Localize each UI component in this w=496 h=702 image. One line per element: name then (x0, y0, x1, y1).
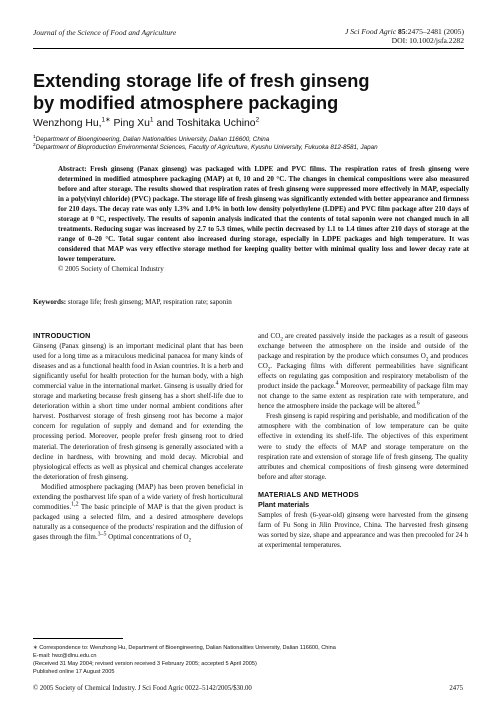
header-rule (33, 48, 464, 49)
keywords: Keywords: storage life; fresh ginseng; MAP, respiration rate; saponin (33, 298, 232, 306)
intro-paragraph-3: Fresh ginseng is rapid respiring and perishable, and modification of the atmosphere with the combination of low temperature can be quite effective in extending its shelf-life. The objectives of this experiment were to study the effects of MAP and storage temperature on the respiration rate and extension of storage life of fresh ginseng. The quality attributes and chemical compositions of fresh ginseng were determined before and after storage. (258, 412, 468, 481)
abstract-copyright: © 2005 Society of Chemical Industry (58, 265, 164, 274)
methods-paragraph-1: Samples of fresh (6-year-old) ginseng were harvested from the ginseng farm of Fu Song in Jilin Province, China. The harvested fresh ginseng was sorted by size, shape and appearance and was then precooled for 24 h at experimental temperatures. (258, 510, 468, 549)
right-column (258, 331, 468, 550)
affiliation-2: $^2$Department of Bioproduction Environmental Sciences, Faculty of Agriculture, Kyushu University, Fukuoka 812-8581, Japan (33, 142, 378, 151)
author-list: Wenzhong Hu,$^{1∗}$ Ping Xu$^1$ and Toshitaka Uchino$^2$ (33, 116, 260, 129)
footer-copyright: © 2005 Society of Chemical Industry. J Sci Food Agric 0022–5142/2005/$30.00 (33, 685, 252, 692)
published-note: Published online 17 August 2005 (33, 669, 115, 675)
intro-paragraph-2: Modified atmosphere packaging (MAP) has been proven beneficial in extending the postharvest life span of a wide variety of fresh horticultural commodities.$^{1,2}$ The basic principle of MAP is that the given product is packaged using a selected film, and a desired atmosphere develops naturally as a consequence of the products' respiration and the diffusion of gases through the film.$^{3-5}$ Optimal concentrations of $O_2$ (33, 482, 243, 544)
citation: J Sci Food Agric 85:2475–2481 (2005) (344, 27, 464, 36)
page-number: 2475 (449, 685, 463, 692)
left-column (33, 331, 243, 542)
intro-paragraph-1: Ginseng (Panax ginseng) is an important medicinal plant that has been used for a long time as a miraculous medicinal panacea for many kinds of diseases and as a functional health food in Asian countries. It is a herb and significantly useful for health protection for the human body, with a high commercial value in the international market. Ginseng is usually dried for storage and marketing because fresh ginseng has a short shelf-life due to deterioration within a short time under normal ambient conditions after harvest. Postharvest storage of fresh ginseng root has become a major concern for regulation of supply and demand and for extending the processing period. Moreover, people prefer fresh ginseng root to dried material. The deterioration of fresh ginseng is generally associated with a decline in hardness, with browning and mold decay. Microbial and physiological effects as well as physical and chemical changes accelerate the deterioration of fresh ginseng. (33, 342, 243, 481)
correspondence-note: ∗ Correspondence to: Wenzhong Hu, Department of Bioengineering, Dalian Nationalities University, Dalian 116600, China (33, 645, 336, 651)
footnote-rule (33, 638, 123, 639)
email-note: E-mail: hwz@dlnu.edu.cn (33, 653, 97, 659)
intro-heading: INTRODUCTION (33, 331, 91, 340)
doi: DOI: 10.1002/jsfa.2282 (391, 36, 464, 45)
abstract-body: Fresh ginseng (Panax ginseng) was packaged with LDPE and PVC films. The respiration rates of fresh ginseng were determined in modified atmosphere packaging (MAP) at 0, 10 and 20 °C. The changes in chemical compositions were also measured before and after storage. The results showed that respiration rates of fresh ginseng were suppressed more effectively in MAP, especially in a poly(vinyl chloride) (PVC) package. The storage life of fresh ginseng was significantly extended with better appearance and firmness for 210 days. The decay rate was only 1.3% and 1.0% in both low density polyethylene (LDPE) and PVC film package after 210 days of storage at 0 °C, respectively. The results of saponin analysis indicated that the contents of total saponin were not changed much in all treatments. Reducing sugar was increased by 2.7 to 5.3 times, while pectin decreased by 1.1 to 1.4 times after 210 days of storage at the range of 0–20 °C. Total sugar content also increased during storage, especially in LDPE packages and high temperature. It was considered that MAP was very effective storage method for keeping quality better with minimal quality loss and lower decay rate at lower temperature. (58, 165, 470, 264)
page-footer (33, 685, 463, 692)
affiliation-1: $^1$Department of Bioengineering, Dalian Nationalities University, Dalian 116600, China (33, 134, 270, 143)
methods-heading: MATERIALS AND METHODS (258, 489, 359, 499)
citation-block (345, 27, 464, 45)
received-note: (Received 31 May 2004; revised version received 3 February 2005; accepted 5 April 2005) (33, 661, 257, 667)
article-title: Extending storage life of fresh ginseng by modified atmosphere packaging (33, 71, 370, 113)
plant-materials-heading: Plant materials (258, 499, 310, 509)
journal-name: Journal of the Science of Food and Agriculture (33, 28, 177, 37)
abstract (58, 164, 469, 275)
intro-paragraph-2-cont: and $CO_2$ are created passively inside the packages as a result of gaseous exchange between the atmosphere on the inside and outside of the package and respiration by the produce which consumes $O_2$ and produces $CO_2$. Packaging films with different permeabilities have significant effects on regulating gas composition and respiratory metabolism of the product inside the package.$^4$ Moreover, permeability of package film may not change to the same extent as respiration rate with temperature, and hence the atmosphere inside the package will be altered.$^6$ (258, 332, 468, 411)
abstract-label: Abstract: (58, 165, 87, 173)
footnotes (33, 644, 473, 676)
